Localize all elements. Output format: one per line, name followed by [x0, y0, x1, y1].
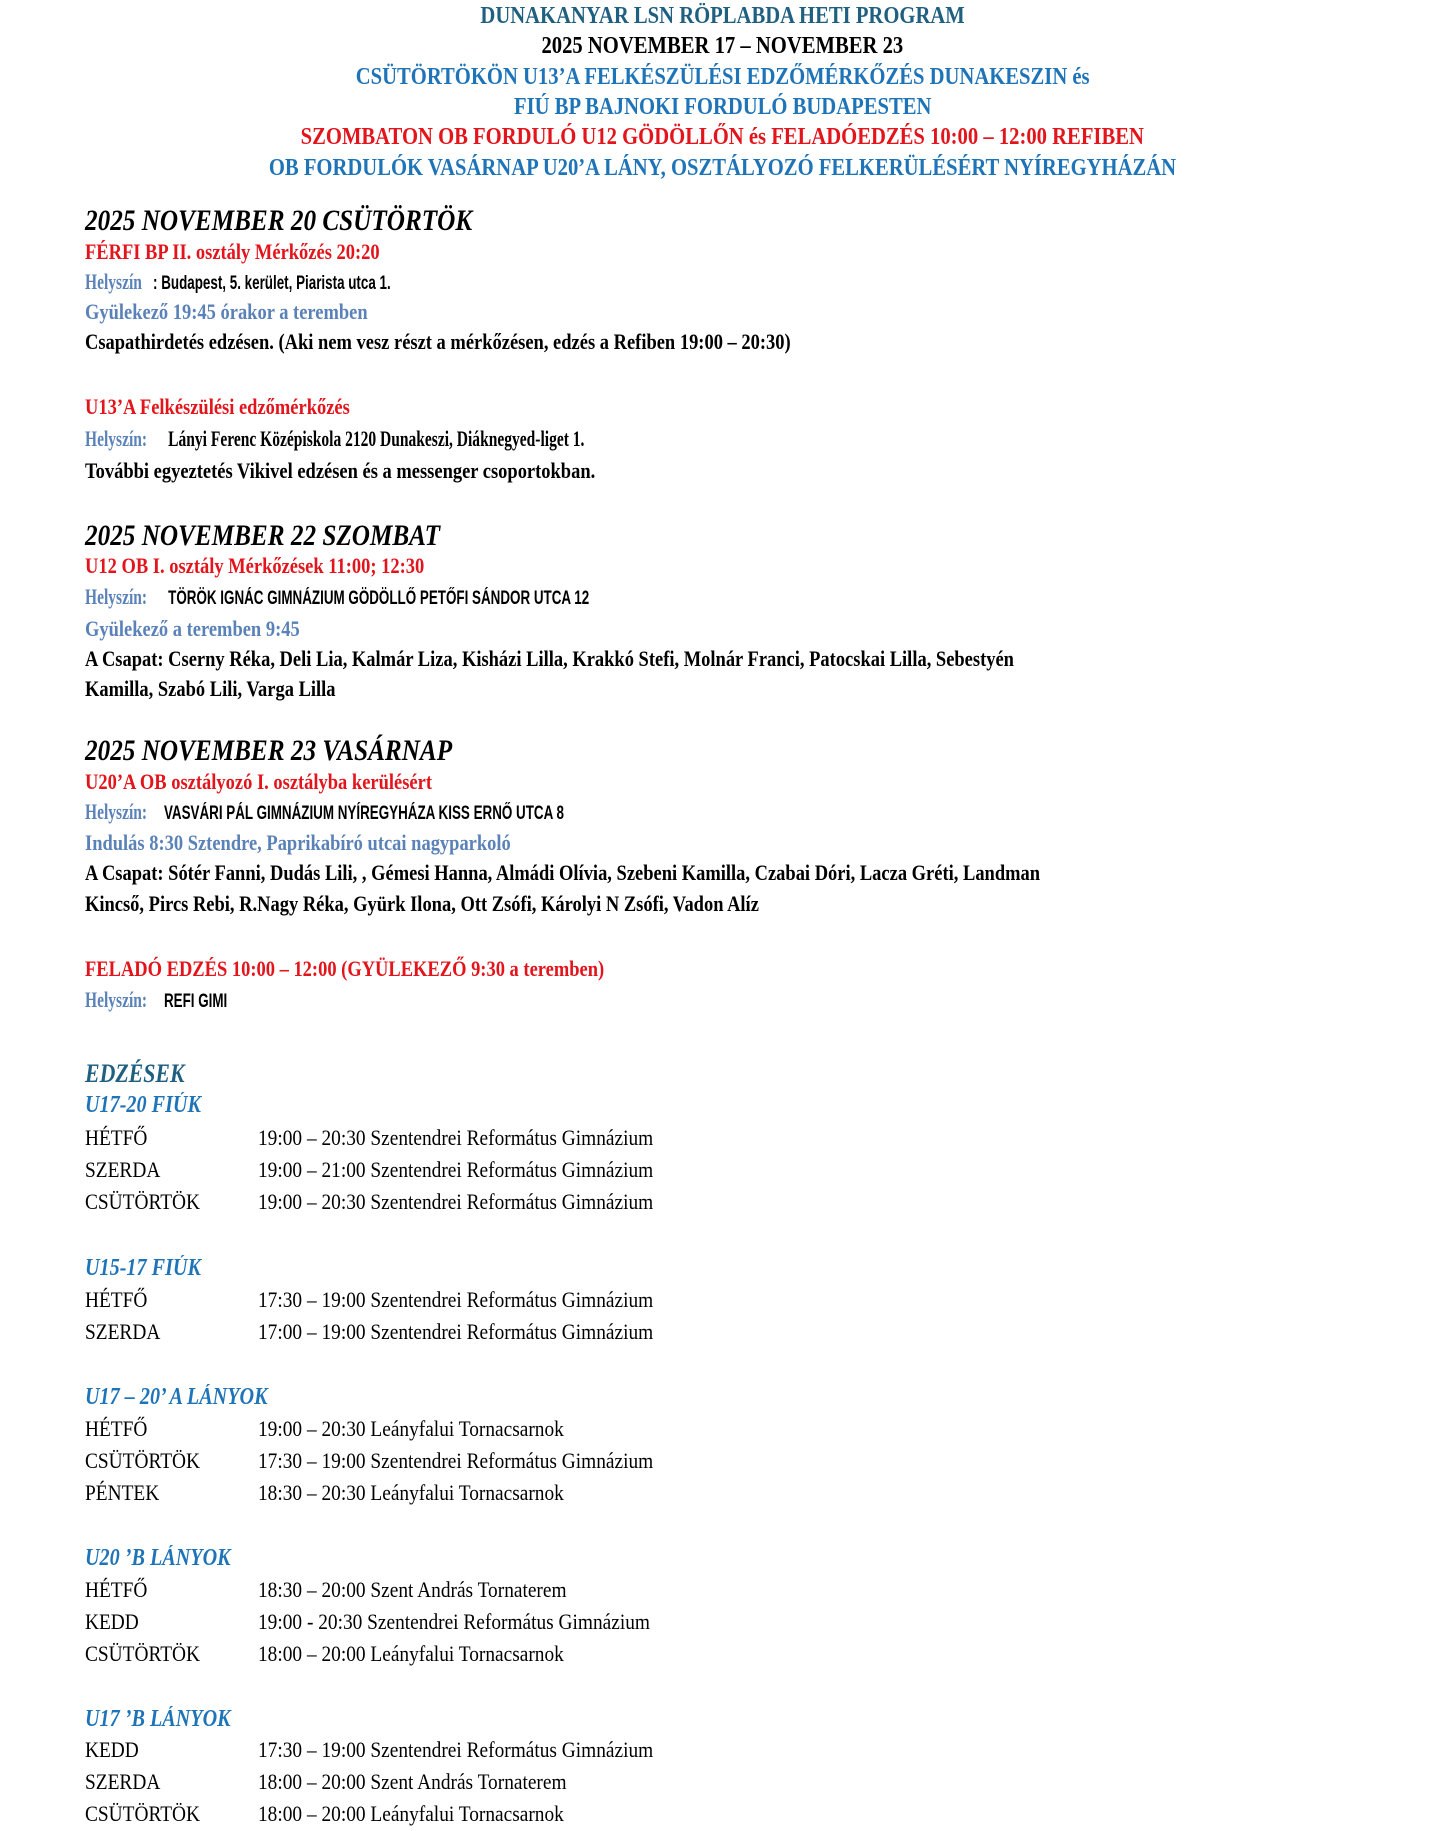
training-group-title — [85, 1256, 223, 1280]
training-time-place: 19:00 – 20:30 Szentendrei Református Gimnázium — [258, 1189, 654, 1214]
location-label: Helyszín — [85, 269, 142, 294]
event-note — [85, 460, 692, 482]
event-title — [85, 555, 489, 577]
event-title — [85, 958, 703, 980]
summary-line-2 — [0, 95, 1445, 119]
training-time-place: 17:30 – 19:00 Szentendrei Református Gimnázium — [258, 1287, 654, 1312]
event-title-text: FÉRFI BP II. osztály Mérkőzés 20:20 — [85, 239, 380, 264]
event-gather-text: Gyülekező 19:45 órakor a teremben — [85, 299, 368, 324]
team-list-line-2: Kincső, Pircs Rebi, R.Nagy Réka, Gyürk Ilona, Ott Zsófi, Károlyi N Zsófi, Vadon Alíz — [85, 891, 759, 916]
training-group-title — [85, 1385, 302, 1409]
event-title — [85, 396, 400, 418]
event-note — [85, 331, 925, 353]
event-note-text: Csapathirdetés edzésen. (Aki nem vesz részt a mérkőzésen, edzés a Refiben 19:00 – 20:30) — [85, 329, 791, 354]
training-day: HÉTFŐ — [85, 1125, 148, 1150]
event-title-text: U12 OB I. osztály Mérkőzések 11:00; 12:30 — [85, 553, 425, 578]
week-dates — [0, 34, 1445, 58]
training-day: KEDD — [85, 1609, 139, 1634]
event-location — [85, 989, 268, 1011]
day-heading-text: 2025 NOVEMBER 23 VASÁRNAP — [85, 734, 453, 767]
training-time-place: 18:30 – 20:00 Szent András Tornaterem — [258, 1577, 567, 1602]
event-gather — [85, 618, 341, 640]
event-location — [85, 428, 774, 450]
training-day: PÉNTEK — [85, 1480, 160, 1505]
location-value: REFI GIMI — [163, 991, 227, 1012]
event-gather-text: Gyülekező a teremben 9:45 — [85, 616, 300, 641]
day-heading-nov23 — [85, 736, 522, 766]
event-title-text: U20’A OB osztályozó I. osztályba kerülésért — [85, 769, 432, 794]
location-value: : Budapest, 5. kerület, Piarista utca 1. — [152, 273, 391, 294]
day-heading-text: 2025 NOVEMBER 22 SZOMBAT — [85, 519, 440, 552]
training-day: CSÜTÖRTÖK — [85, 1189, 201, 1214]
training-group-title-text: U17-20 FIÚK — [85, 1092, 201, 1118]
training-time-place: 18:00 – 20:00 Leányfalui Tornacsarnok — [258, 1641, 564, 1666]
document-title — [0, 4, 1445, 28]
event-location — [85, 586, 781, 608]
training-group-title — [85, 1546, 258, 1570]
event-departure — [85, 832, 592, 854]
team-list — [85, 648, 1191, 670]
training-time-place: 19:00 - 20:30 Szentendrei Református Gimnázium — [258, 1609, 650, 1634]
team-list — [85, 862, 1222, 884]
location-label: Helyszín: — [85, 987, 148, 1012]
event-title-text: U13’A Felkészülési edzőmérkőzés — [85, 394, 350, 419]
training-day: HÉTFŐ — [85, 1416, 148, 1441]
location-label: Helyszín: — [85, 799, 148, 824]
training-group-title-text: U20 ’B LÁNYOK — [85, 1545, 231, 1571]
trainings-heading — [85, 1061, 204, 1087]
summary-line-3-text: SZOMBATON OB FORDULÓ U12 GÖDÖLLŐN és FELADÓEDZÉS 10:00 – 12:00 REFIBEN — [300, 124, 1145, 150]
event-title-text: FELADÓ EDZÉS 10:00 – 12:00 (GYÜLEKEZŐ 9:30 a teremben) — [85, 956, 605, 981]
training-day: CSÜTÖRTÖK — [85, 1448, 201, 1473]
team-list — [85, 678, 383, 700]
training-day: CSÜTÖRTÖK — [85, 1801, 201, 1826]
training-group-title — [85, 1093, 223, 1117]
training-time-place: 17:00 – 19:00 Szentendrei Református Gimnázium — [258, 1319, 654, 1344]
location-value: TÖRÖK IGNÁC GIMNÁZIUM GÖDÖLLŐ PETŐFI SÁNDOR UTCA 12 — [168, 588, 590, 609]
event-departure-text: Indulás 8:30 Sztendre, Paprikabíró utcai nagyparkoló — [85, 830, 511, 855]
day-heading-nov22 — [85, 521, 508, 551]
summary-line-4 — [0, 156, 1445, 180]
event-title — [85, 771, 498, 793]
training-time-place: 17:30 – 19:00 Szentendrei Református Gimnázium — [258, 1448, 654, 1473]
location-label: Helyszín: — [85, 426, 148, 451]
day-heading-nov20 — [85, 206, 546, 236]
location-value: Lányi Ferenc Középiskola 2120 Dunakeszi, Diáknegyed-liget 1. — [168, 426, 585, 451]
location-value: VASVÁRI PÁL GIMNÁZIUM NYÍREGYHÁZA KISS ERNŐ UTCA 8 — [163, 803, 564, 824]
training-group-title-text: U15-17 FIÚK — [85, 1255, 201, 1281]
summary-line-1-text: CSÜTÖRTÖKÖN U13’A FELKÉSZÜLÉSI EDZŐMÉRKŐZÉS DUNAKESZIN és — [355, 64, 1090, 90]
training-time-place: 18:00 – 20:00 Leányfalui Tornacsarnok — [258, 1801, 564, 1826]
event-location — [85, 271, 503, 293]
week-dates-text: 2025 NOVEMBER 17 – NOVEMBER 23 — [541, 33, 904, 59]
training-group-title-text: U17 – 20’ A LÁNYOK — [85, 1384, 268, 1410]
training-group-title — [85, 1707, 258, 1731]
training-day: SZERDA — [85, 1157, 161, 1182]
training-day: SZERDA — [85, 1769, 161, 1794]
team-list-line-1: A Csapat: Sótér Fanni, Dudás Lili, , Gémesi Hanna, Almádi Olívia, Szebeni Kamilla, Czabai Dóri, Lacza Gréti, Landman — [85, 860, 1041, 885]
summary-line-2-text: FIÚ BP BAJNOKI FORDULÓ BUDAPESTEN — [513, 94, 932, 120]
summary-line-4-text: OB FORDULÓK VASÁRNAP U20’A LÁNY, OSZTÁLYOZÓ FELKERÜLÉSÉRT NYÍREGYHÁZÁN — [268, 155, 1177, 181]
training-time-place: 19:00 – 20:30 Leányfalui Tornacsarnok — [258, 1416, 564, 1441]
document-title-text: DUNAKANYAR LSN RÖPLABDA HETI PROGRAM — [480, 3, 965, 29]
training-time-place: 19:00 – 20:30 Szentendrei Református Gimnázium — [258, 1125, 654, 1150]
training-day: CSÜTÖRTÖK — [85, 1641, 201, 1666]
event-gather — [85, 301, 421, 323]
trainings-heading-text: EDZÉSEK — [85, 1059, 185, 1088]
training-day: SZERDA — [85, 1319, 161, 1344]
team-list — [85, 893, 887, 915]
event-location — [85, 801, 745, 823]
training-day: HÉTFŐ — [85, 1287, 148, 1312]
training-group-title-text: U17 ’B LÁNYOK — [85, 1706, 231, 1732]
event-title — [85, 241, 436, 263]
training-time-place: 18:00 – 20:00 Szent András Tornaterem — [258, 1769, 567, 1794]
training-day: HÉTFŐ — [85, 1577, 148, 1602]
training-time-place: 18:30 – 20:30 Leányfalui Tornacsarnok — [258, 1480, 564, 1505]
summary-line-1 — [0, 65, 1445, 89]
location-label: Helyszín: — [85, 584, 148, 609]
team-list-line-1: A Csapat: Cserny Réka, Deli Lia, Kalmár Liza, Kisházi Lilla, Krakkó Stefi, Molnár Franci, Patocskai Lilla, Sebestyén — [85, 646, 1014, 671]
team-list-line-2: Kamilla, Szabó Lili, Varga Lilla — [85, 676, 336, 701]
event-note-text: További egyeztetés Vikivel edzésen és a messenger csoportokban. — [85, 458, 596, 483]
training-time-place: 19:00 – 21:00 Szentendrei Református Gimnázium — [258, 1157, 654, 1182]
day-heading-text: 2025 NOVEMBER 20 CSÜTÖRTÖK — [85, 204, 473, 237]
summary-line-3 — [0, 125, 1445, 149]
training-day: KEDD — [85, 1737, 139, 1762]
training-time-place: 17:30 – 19:00 Szentendrei Református Gimnázium — [258, 1737, 654, 1762]
